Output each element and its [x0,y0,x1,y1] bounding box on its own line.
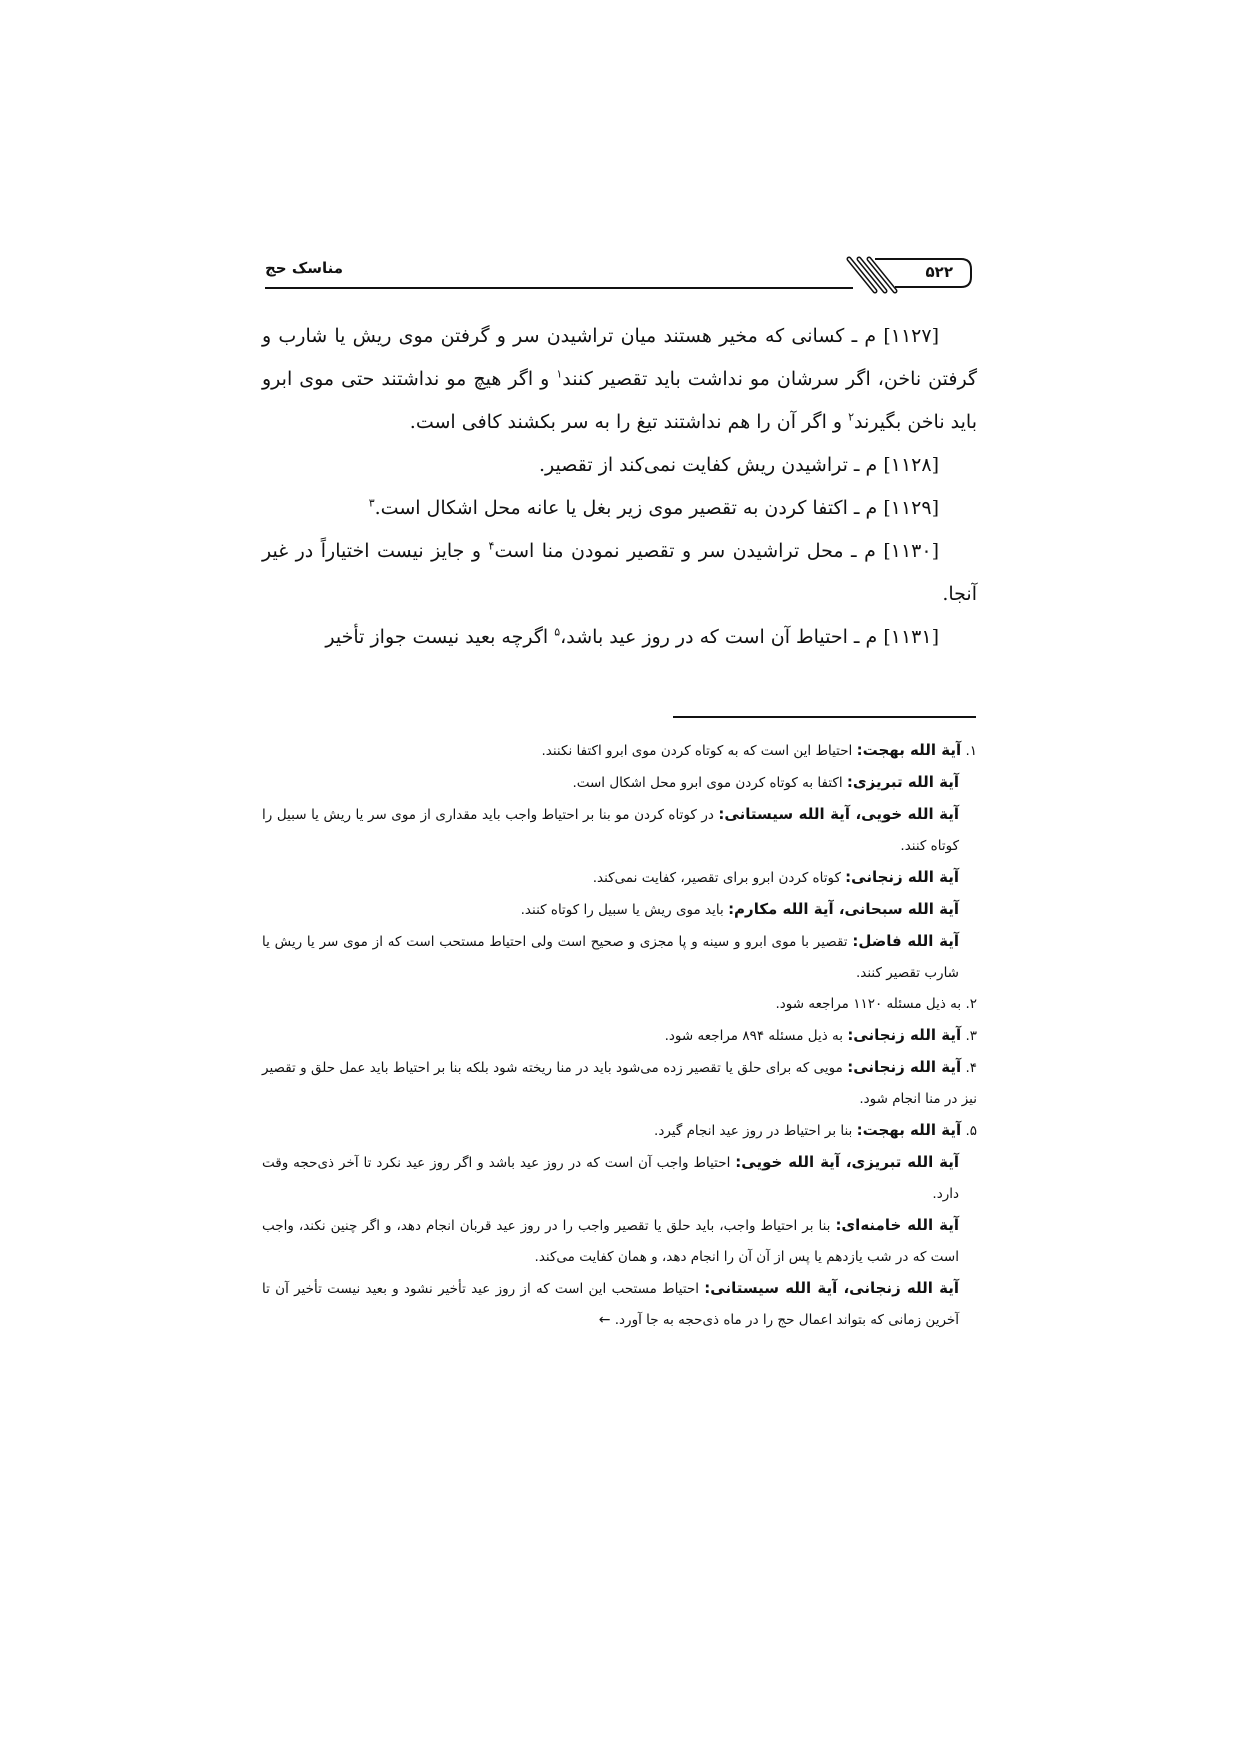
ruling-number: [۱۱۲۹] م ـ [853,497,939,519]
footnotes [262,735,977,1336]
footnote-1-opinion: آیة الله زنجانی: کوتاه کردن ابرو برای تقصیر، کفایت نمی‌کند. [592,868,959,886]
page-number: ۵۲۲ [925,263,953,281]
authority-name: آیة الله خامنه‌ای: [835,1216,959,1234]
footnote-2: ۲. به ذیل مسئله ۱۱۲۰ مراجعه شود. [775,996,977,1012]
ruling-number: [۱۱۳۱] م ـ [853,626,939,648]
authority-name: آیة الله فاضل: [852,932,959,950]
footnote-5: ۵. آیة الله بهجت: بنا بر احتیاط در روز عید انجام گیرد. [654,1121,977,1139]
footnote-marker: ۵. [965,1123,977,1139]
footnote-5-opinion: آیة الله زنجانی، آیة الله سیستانی: احتیاط مستحب این است که از روز عید تأخیر نشود و بعید نیست تأخیر آن تا آخرین زمانی که بتواند اعمال حج را در ماه ذی‌حجه به جا آورد. ← [262,1279,959,1328]
authority-name: آیة الله خویی، آیة الله سیستانی: [718,805,960,823]
authority-name: آیة الله بهجت: [856,1121,962,1139]
running-header [265,255,975,295]
authority-name: آیة الله تبریزی، آیة الله خویی: [735,1153,959,1171]
ruling-number: [۱۱۳۰] م ـ [851,540,939,562]
footnote-4: ۴. آیة الله زنجانی: مویی که برای حلق یا تقصیر زده می‌شود باید در منا ریخته شود بلکه بنا بر احتیاط باید عمل حلق و تقصیر نیز در منا انجام شود. [262,1058,978,1107]
footnote-ref[interactable]: ۴ [488,539,495,553]
authority-name: آیة الله زنجانی: [845,868,959,886]
footnote-1-opinion: آیة الله خویی، آیة الله سیستانی: در کوتاه کردن مو بنا بر احتیاط واجب باید مقداری از موی سر یا ریش یا سبیل را کوتاه کنند. [262,805,960,854]
footnote-ref[interactable]: ۱ [556,367,563,381]
authority-name: آیة الله زنجانی: [847,1058,962,1076]
authority-name: آیة الله سبحانی، آیة الله مکارم: [728,900,959,918]
continuation-arrow-icon: ← [598,1312,611,1328]
ruling-1131: [۱۱۳۱] م ـ احتیاط آن است که در روز عید باشد،$^۵$ اگرچه بعید نیست جواز تأخیر [325,625,939,648]
footnote-marker: ۲. [965,996,977,1012]
authority-name: آیة الله بهجت: [856,741,962,759]
authority-name: آیة الله تبریزی: [846,773,959,791]
footnote-1: ۱. آیة الله بهجت: احتیاط این است که به کوتاه کردن موی ابرو اکتفا نکنند. [541,741,977,759]
footnote-ref[interactable]: ۵ [554,625,561,639]
footnote-5-opinion: آیة الله خامنه‌ای: بنا بر احتیاط واجب، باید حلق یا تقصیر واجب را در روز عید قربان انجام دهد، و اگر چنین نکند، واجب است که در شب یازدهم یا پس از آن آن را انجام دهد، و همان کفایت می‌کند. [262,1216,959,1265]
ruling-1130: [۱۱۳۰] م ـ محل تراشیدن سر و تقصیر نمودن منا است$^۴$ و جایز نیست اختیاراً در غیر آنجا. [262,539,977,605]
ruling-number: [۱۱۲۸] م ـ [853,454,939,476]
authority-name: آیة الله زنجانی، آیة الله سیستانی: [704,1279,959,1297]
running-title: مناسک حج [265,259,343,277]
authority-name: آیة الله زنجانی: [847,1026,962,1044]
footnote-marker: ۳. [965,1028,977,1044]
footnote-5-opinion: آیة الله تبریزی، آیة الله خویی: احتیاط واجب آن است که در روز عید باشد و اگر روز عید نکرد تا آخر ذی‌حجه وقت دارد. [262,1153,959,1202]
footnote-ref[interactable]: ۲ [848,410,855,424]
header-rule [265,287,853,289]
page-number-ornament-icon [835,255,975,295]
footnote-1-opinion: آیة الله سبحانی، آیة الله مکارم: باید موی ریش یا سبیل را کوتاه کنند. [520,900,959,918]
footnote-marker: ۱. [965,743,977,759]
footnote-3: ۳. آیة الله زنجانی: به ذیل مسئله ۸۹۴ مراجعه شود. [664,1026,977,1044]
footnote-marker: ۴. [965,1060,978,1076]
footnote-ref[interactable]: ۳ [368,496,375,510]
ruling-1129: [۱۱۲۹] م ـ اکتفا کردن به تقصیر موی زیر بغل یا عانه محل اشکال است.$^۳$ [368,496,939,519]
main-text [262,315,977,659]
ruling-1127: [۱۱۲۷] م ـ کسانی که مخیر هستند میان تراشیدن سر و گرفتن موی ریش یا شارب و گرفتن ناخن، اگر سرشان مو نداشت باید تقصیر کنند$^۱$ و اگر هیچ مو نداشتند حتی موی ابرو باید ناخن بگیرند$^۲$ و اگر آن را هم نداشتند تیغ را به سر بکشند کافی است. [262,325,977,433]
footnote-separator [673,716,976,718]
ruling-number: [۱۱۲۷] م ـ [851,325,939,347]
ruling-1128: [۱۱۲۸] م ـ تراشیدن ریش کفایت نمی‌کند از تقصیر. [539,454,939,476]
footnote-1-opinion: آیة الله فاضل: تقصیر با موی ابرو و سینه و پا مجزی و صحیح است ولی احتیاط مستحب است که از موی سر یا ریش یا شارب تقصیر کنند. [262,932,959,981]
footnote-1-opinion: آیة الله تبریزی: اکتفا به کوتاه کردن موی ابرو محل اشکال است. [572,773,959,791]
